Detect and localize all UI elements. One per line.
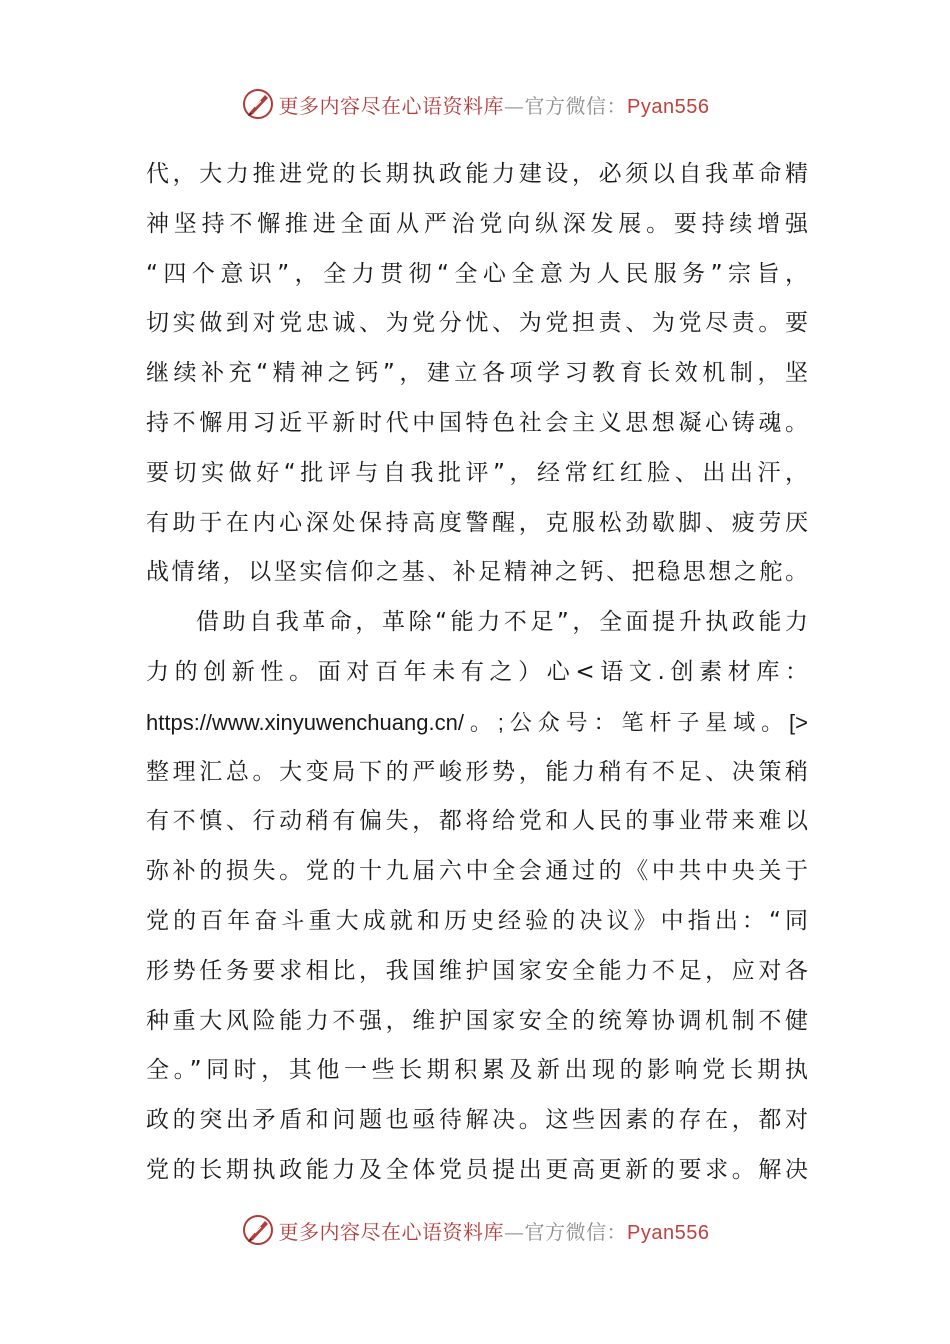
banner-dash: — (504, 1219, 525, 1244)
text-line: 形势任务要求相比，我国维护国家安全能力不足，应对各 (146, 957, 808, 984)
text-line: 整理汇总。大变局下的严峻形势，能力稍有不足、决策稍 (146, 758, 808, 785)
text-line: 代，大力推进党的长期执政能力建设，必须以自我革命精 (146, 161, 808, 187)
banner-site-text: 更多内容尽在心语资料库 (278, 93, 505, 118)
text-line: 党的长期执政能力及全体党员提出更高更新的要求。解决 (146, 1156, 808, 1183)
quill-pen-logo-icon (241, 1213, 275, 1247)
banner-site-text: 更多内容尽在心语资料库 (278, 1219, 505, 1244)
text-line: 有助于在内心深处保持高度警醒，克服松劲歇脚、疲劳厌 (146, 509, 808, 536)
text-line: 弥补的损失。党的十九届六中全会通过的《中共中央关于 (146, 858, 808, 885)
text-line: 力的创新性。面对百年未有之）心<语文.创素材库： (146, 658, 808, 685)
banner-label: 官方微信： (524, 93, 628, 118)
banner-handle: Pyan556 (627, 95, 710, 118)
banner-text (279, 1216, 710, 1245)
banner-dash: — (504, 93, 525, 118)
text-line: 战情绪，以坚实信仰之基、补足精神之钙、把稳思想之舵。 (146, 559, 808, 586)
text-line: “四个意识”，全力贯彻“全心全意为人民服务”宗旨， (146, 260, 808, 287)
text-line: 继续补充“精神之钙”，建立各项学习教育长效机制，坚 (146, 360, 808, 387)
text-line: 有不慎、行动稍有偏失，都将给党和人民的事业带来难以 (146, 808, 808, 835)
paragraph-first-line: 借助自我革命，革除“能力不足”，全面提升执政能力 (196, 609, 808, 636)
header-banner (0, 84, 950, 124)
text-line: 切实做到对党忠诚、为党分忧、为党担责、为党尽责。要 (146, 310, 808, 337)
text-line: 全。”同时，其他一些长期积累及新出现的影响党长期执 (146, 1057, 808, 1084)
text-line: 党的百年奋斗重大成就和历史经验的决议》中指出：“同 (146, 907, 808, 934)
banner-text (279, 90, 710, 119)
document-body (146, 150, 808, 1196)
text-line: 种重大风险能力不强，维护国家安全的统筹协调机制不健 (146, 1007, 808, 1034)
text-line: 神坚持不懈推进全面从严治党向纵深发展。要持续增强 (146, 210, 808, 237)
banner-label: 官方微信： (524, 1219, 628, 1244)
text-line: 要切实做好“批评与自我批评”，经常红红脸、出出汗， (146, 459, 808, 486)
quill-pen-logo-icon (241, 87, 275, 121)
url-text-line: https://www.xinyuwenchuang.cn/。;公众号：笔杆子星域。[> (146, 709, 808, 735)
banner-handle: Pyan556 (627, 1221, 710, 1244)
text-line: 政的突出矛盾和问题也亟待解决。这些因素的存在，都对 (146, 1107, 808, 1134)
footer-banner (0, 1210, 950, 1250)
text-line: 持不懈用习近平新时代中国特色社会主义思想凝心铸魂。 (146, 409, 808, 436)
